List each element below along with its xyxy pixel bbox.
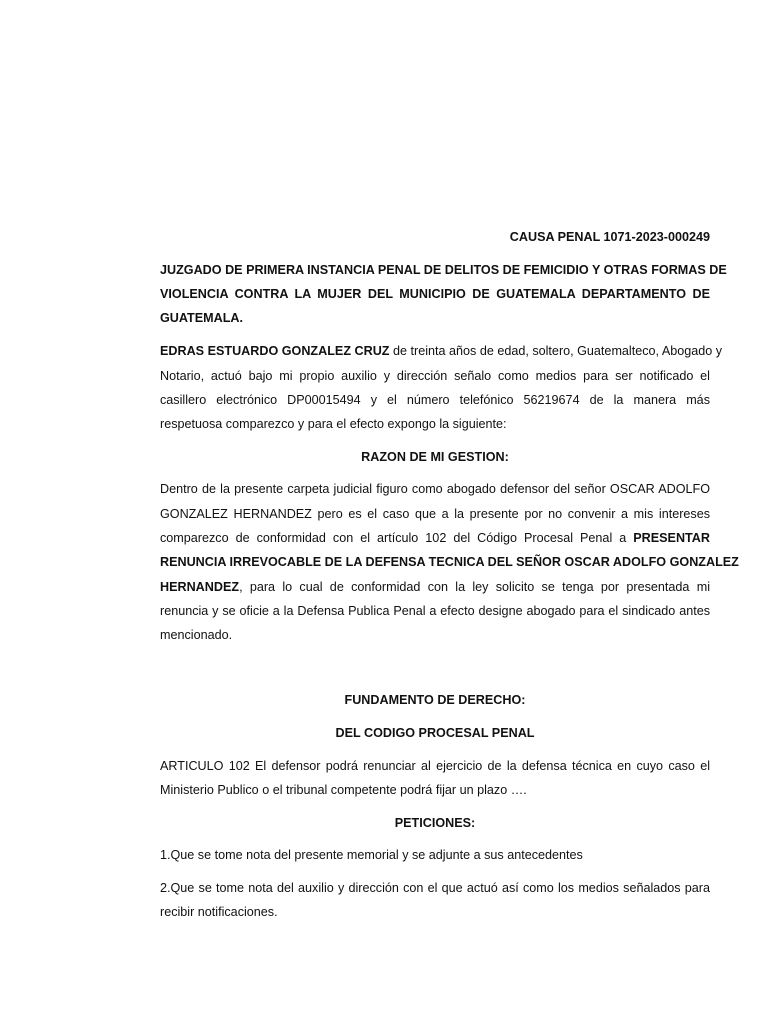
intro-line-1 [160,343,723,359]
section-title-reason: RAZON DE MI GESTION: [361,450,509,464]
reason-line-6: renuncia y se oficie a la Defensa Publica Penal a efecto designe abogado para el sindicado antes [160,604,710,618]
section-title-code: DEL CODIGO PROCESAL PENAL [335,726,535,740]
intro-line-3: casillero electrónico DP00015494 y el número telefónico 56219674 de la manera más [160,393,710,407]
petition-1: 1.Que se tome nota del presente memorial y se adjunte a sus antecedentes [160,848,583,862]
reason-line-1: Dentro de la presente carpeta judicial figuro como abogado defensor del señor OSCAR ADOLFO [160,482,710,496]
intro-line-2: Notario, actuó bajo mi propio auxilio y dirección señalo como medios para ser notificado el [160,369,710,383]
reason-line-5-bold: HERNANDEZ [160,580,240,594]
intro-line-1-rest: de treinta años de edad, soltero, Guatemalteco, Abogado y [389,344,723,358]
intro-line-4: respetuosa comparezco y para el efecto expongo la siguiente: [160,417,507,431]
reason-line-3 [160,530,710,546]
case-number: CAUSA PENAL 1071-2023-000249 [509,230,710,244]
court-line-2: VIOLENCIA CONTRA LA MUJER DEL MUNICIPIO DE GUATEMALA DEPARTAMENTO DE [160,287,710,301]
lawyer-name: EDRAS ESTUARDO GONZALEZ CRUZ [160,344,390,358]
petition-2-line-2: recibir notificaciones. [160,905,278,919]
reason-line-4: RENUNCIA IRREVOCABLE DE LA DEFENSA TECNICA DEL SEÑOR OSCAR ADOLFO GONZALEZ [160,555,739,569]
court-line-3: GUATEMALA. [160,311,244,325]
article-line-2: Ministerio Publico o el tribunal competente podrá fijar un plazo …. [160,783,527,797]
petition-2-line-1: 2.Que se tome nota del auxilio y dirección con el que actuó así como los medios señalados para [160,881,710,895]
section-title-legal-basis: FUNDAMENTO DE DERECHO: [344,693,526,707]
reason-line-3-bold: PRESENTAR [633,531,710,545]
reason-line-5 [160,579,710,595]
reason-line-3-plain: comparezco de conformidad con el artículo 102 del Código Procesal Penal a [160,531,627,545]
article-line-1: ARTICULO 102 El defensor podrá renunciar al ejercicio de la defensa técnica en cuyo caso el [160,759,710,773]
reason-line-5-plain: , para lo cual de conformidad con la ley solicito se tenga por presentada mi [239,580,710,594]
reason-line-7: mencionado. [160,628,233,642]
section-title-petitions: PETICIONES: [394,816,476,830]
court-line-1: JUZGADO DE PRIMERA INSTANCIA PENAL DE DELITOS DE FEMICIDIO Y OTRAS FORMAS DE [160,263,727,277]
reason-line-2: GONZALEZ HERNANDEZ pero es el caso que a la presente por no convenir a mis intereses [160,507,710,521]
